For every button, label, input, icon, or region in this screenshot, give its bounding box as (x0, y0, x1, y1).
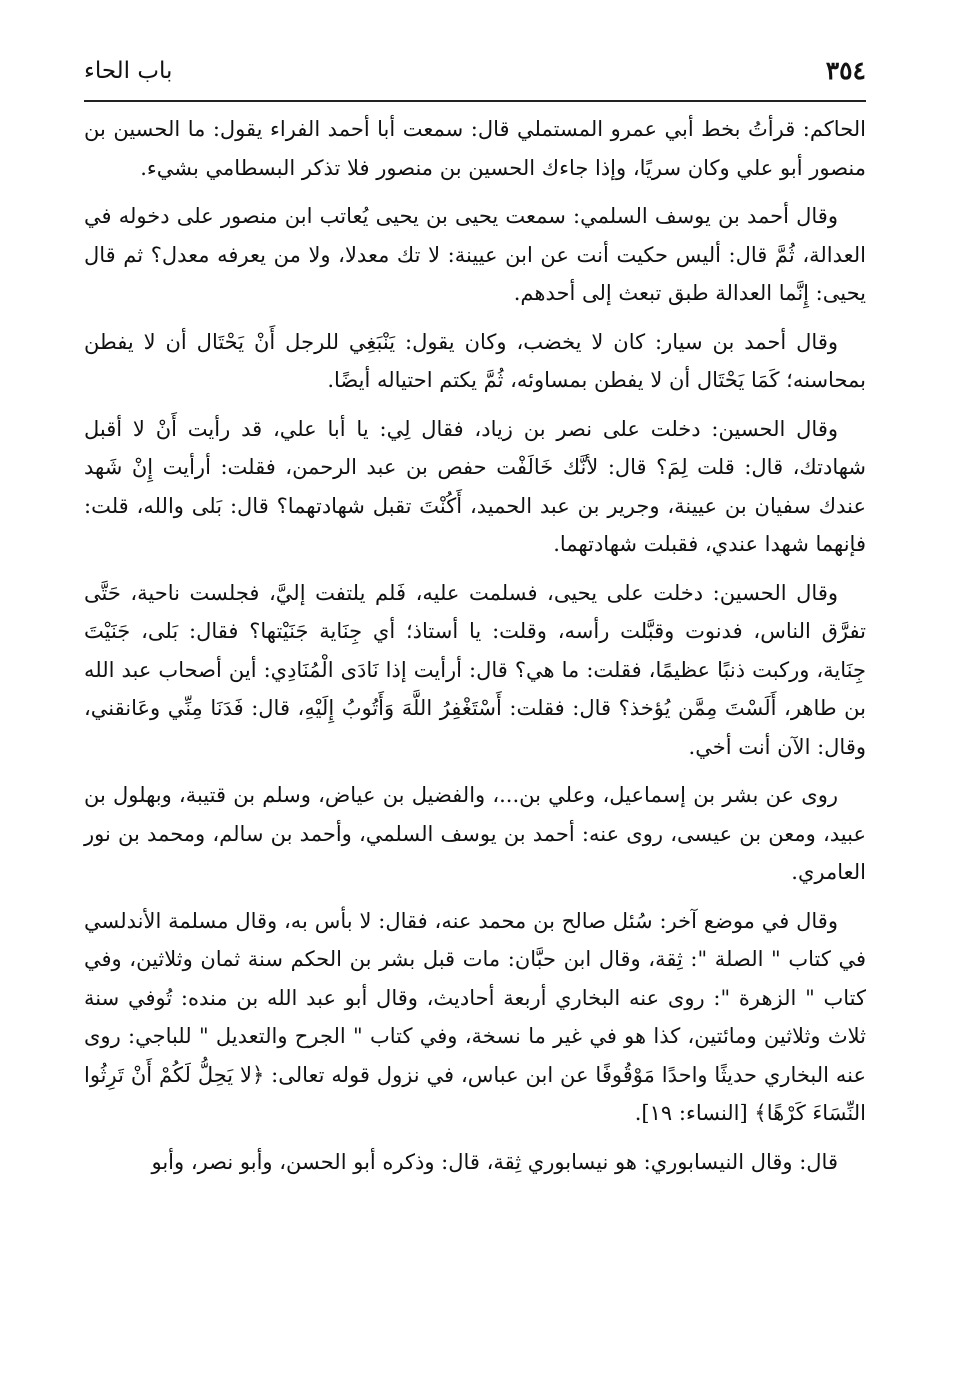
header-divider (84, 100, 866, 102)
paragraph: وقال الحسين: دخلت على نصر بن زياد، فقال لِي: يا أبا علي، قد رأيت أَنْ لا أقبل شهادتك، قال: قلت لِمَ؟ قال: لأنَّك خَالَفْت حفص بن عبد الرحمن، فقلت: أرأيت إِنْ شَهد عندك سفيان بن عيينة، وجرير بن عبد الحميد، أَكُنْتَ تقبل شهادتهما؟ قال: بَلى والله، قلت: فإنهما شهدا عندي، فقبلت شهادتهما. (84, 416, 866, 556)
paragraph: روى عن بشر بن إسماعيل، وعلي بن...، والفضيل بن عياض، وسلم بن قتيبة، وبهلول بن عبيد، ومعن بن عيسى، روى عنه: أحمد بن يوسف السلمي، وأحمد بن سالم، ومحمد بن نور العامري. (84, 783, 866, 884)
paragraph: وقال أحمد بن سيار: كان لا يخضب، وكان يقول: يَنْبَغِي للرجل أَنْ يَحْتَال أن لا يفطن بمحاسنه؛ كَمَا يَحْتَال أن لا يفطن بمساوئه، ثُمَّ يكتم احتياله أيضًا. (84, 329, 866, 392)
paragraph: وقال أحمد بن يوسف السلمي: سمعت يحيى بن يحيى يُعاتب ابن منصور على دخوله في العدالة، ثُمَّ قال: أليس حكيت أنت عن ابن عيينة: لا تك معدلا، ولا من يعرفه معدل؟ ثم قال يحيى: إِنَّما العدالة طبق تبعث إلى أحدهم. (84, 204, 866, 305)
page-body (84, 110, 866, 1191)
paragraph: الحاكم: قرأتُ بخط أبي عمرو المستملي قال: سمعت أبا أحمد الفراء يقول: ما الحسين بن منصور أبو علي وكان سريًا، وإذا جاءك الحسين بن منصور فلا تذكر البسطامي بشيء. (84, 117, 866, 180)
paragraph: وقال الحسين: دخلت على يحيى، فسلمت عليه، فَلم يلتفت إليَّ، فجلست ناحية، حَتَّى تفرَّق الناس، فدنوت وقبَّلت رأسه، وقلت: يا أستاذ؛ أي جِنَاية جَنَيْتها؟ فقال: بَلى، جَنَيْتَ جِنَاية، وركبت ذنبًا عظيمًا، فقلت: ما هي؟ قال: أرأيت إذا نَادَى الْمُنَادِي: أين أصحاب عبد الله بن طاهر، أَلَسْتَ مِمَّن يُؤخذ؟ قال: فقلت: أَسْتَغْفِرُ اللَّهَ وَأَتُوبُ إِلَيْهِ، قال: فَدَنَا مِنِّي وعَانقني، وقال: الآن أنت أخي. (84, 580, 866, 759)
page-number: ٣٥٤ (825, 56, 866, 85)
paragraph: قال: وقال النيسابوري: هو نيسابوري ثِقة، قال: وذكره أبو الحسن، وأبو نصر، وأبو (151, 1149, 838, 1174)
page-header (84, 56, 866, 96)
chapter-title: باب الحاء (84, 58, 173, 84)
paragraph: وقال في موضع آخر: سُئل صالح بن محمد عنه، فقال: لا بأس به، وقال مسلمة الأندلسي في كتاب " الصلة ": ثِقة، وقال ابن حبَّان: مات قبل بشر بن الحكم سنة ثمان وثلاثين، وفي كتاب " الزهرة ": روى عنه البخاري أربعة أحاديث، وقال أبو عبد الله بن منده: تُوفي سنة ثلاث وثلاثين ومائتين، كذا هو في غير ما نسخة، وفي كتاب " الجرح والتعديل " للباجي: روى عنه البخاري حديثًا واحدًا مَوْقُوفًا عن ابن عباس، في نزول قوله تعالى: ﴿لا يَحِلُّ لَكُمْ أَنْ تَرِثُوا النِّسَاءَ كَرْهًا﴾ [النساء: ١٩]. (84, 908, 866, 1125)
